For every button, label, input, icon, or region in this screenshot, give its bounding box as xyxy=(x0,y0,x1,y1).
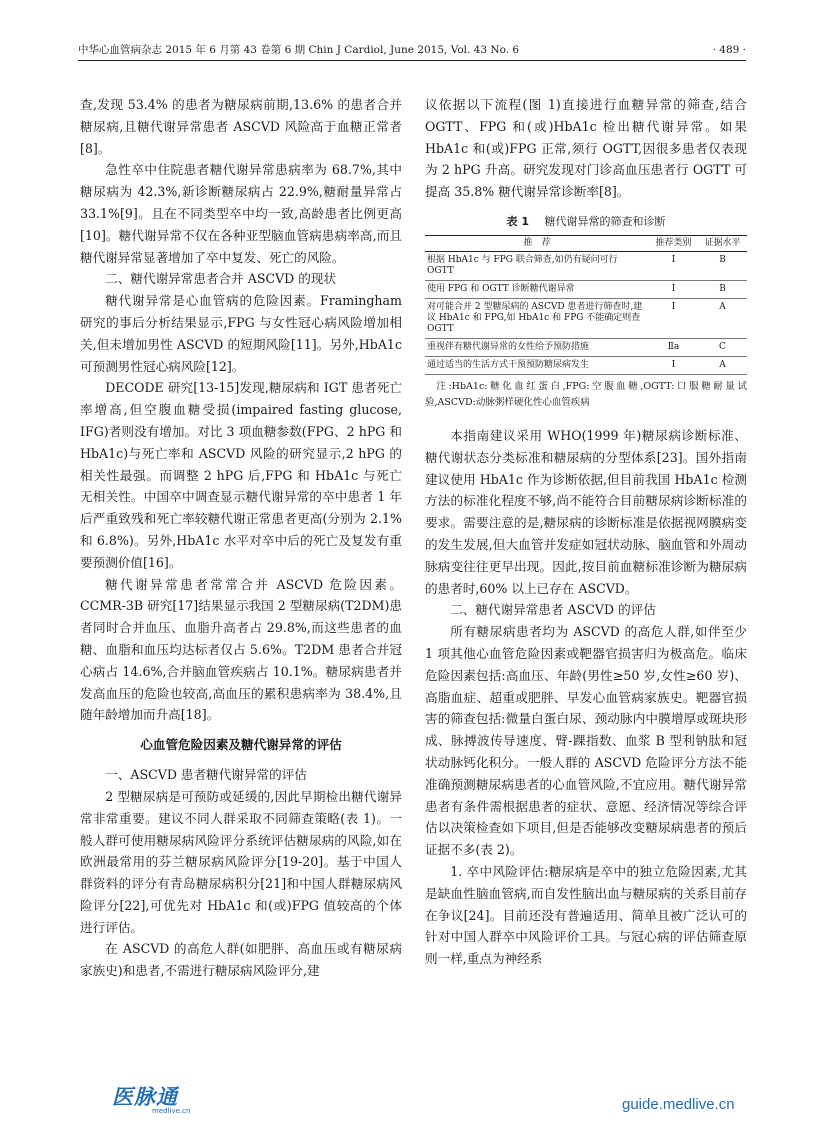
paragraph: DECODE 研究[13-15]发现,糖尿病和 IGT 患者死亡率增高,但空腹血糖受损(impaired fasting glucose, IFG)者则没有增加。对比 3 项血糖参数(FPG、2 hPG 和 HbA1c)与死亡率和 ASCVD 风险的研究显示,2 hPG 的相关性最强。而调整 2 hPG 后,FPG 和 HbA1c 与死亡无相关性。中国卒中调查显示糖代谢异常的卒中患者 1 年后严重致残和死亡率较糖代谢正常患者更高(分别为 2.1% 和 6.8%)。另外,HbA1c 水平对卒中后的死亡及复发有重要预测价值[16]。 xyxy=(80,380,402,570)
journal-citation: 中华心血管病杂志 2015 年 6 月第 43 卷第 6 期 Chin J Cardiol, June 2015, Vol. 43 No. 6 xyxy=(78,44,520,56)
table-number: 表 1 xyxy=(506,214,529,228)
row-class: Ⅱa xyxy=(649,338,698,356)
medlive-logo xyxy=(112,1086,222,1116)
screening-table xyxy=(425,235,747,375)
subsection-heading: 二、糖代谢异常患者 ASCVD 的评估 xyxy=(450,602,656,618)
row-class: Ⅰ xyxy=(649,356,698,374)
row-text: 通过适当的生活方式干预预防糖尿病发生 xyxy=(425,356,649,374)
subsection-heading: 一、ASCVD 患者糖代谢异常的评估 xyxy=(105,767,307,783)
table-header-row xyxy=(425,235,747,251)
left-column xyxy=(80,94,402,982)
row-text: 重视伴有糖代谢异常的女性给予预防措施 xyxy=(425,338,649,356)
logo-mark: 医脉通 xyxy=(112,1085,178,1109)
site-watermark: guide.medlive.cn xyxy=(622,1096,735,1113)
row-level: A xyxy=(698,356,747,374)
table-row xyxy=(425,298,747,338)
paragraph: 1. 卒中风险评估:糖尿病是卒中的独立危险因素,尤其是缺血性脑血管病,而自发性脑出血与糖尿病的关系目前存在争议[24]。目前还没有普遍适用、简单且被广泛认可的针对中国人群卒中风险评价工具。与冠心病的评估筛查原则一样,重点为神经系 xyxy=(425,863,747,967)
col-recommendation: 推 荐 xyxy=(425,235,649,251)
paragraph: 查,发现 53.4% 的患者为糖尿病前期,13.6% 的患者合并糖尿病,且糖代谢异常患者 ASCVD 风险高于血糖正常者[8]。 xyxy=(80,97,402,156)
page-number: · 489 · xyxy=(712,44,746,56)
paragraph: 所有糖尿病患者均为 ASCVD 的高危人群,如伴至少 1 项其他心血管危险因素或靶器官损害归为极高危。临床危险因素包括:高血压、年龄(男性≥50 岁,女性≥60 岁)、高脂血症、超重或肥胖、早发心血管病家族史。靶器官损害的筛查包括:微量白蛋白尿、颈动脉内中膜增厚或斑块形成、脉搏波传导速度、臂-踝指数、血浆 B 型利钠肽和冠状动脉钙化积分。一般人群的 ASCVD 危险评分方法不能准确预测糖尿病患者的心血管风险,不宜应用。糖代谢异常患者有条件需根据患者的症状、意愿、经济情况等综合评估以决策检查如下项目,但是否能够改变糖尿病患者的预后证据不多(表 2)。 xyxy=(425,624,747,858)
running-header xyxy=(78,40,746,61)
col-class: 推荐类别 xyxy=(649,235,698,251)
table-row xyxy=(425,280,747,298)
row-level: A xyxy=(698,298,747,338)
subsection-heading: 二、糖代谢异常患者合并 ASCVD 的现状 xyxy=(105,271,337,287)
paragraph: 议依据以下流程(图 1)直接进行血糖异常的筛查,结合 OGTT、FPG 和(或)HbA1c 检出糖代谢异常。如果 HbA1c 和(或)FPG 正常,须行 OGTT,因很多患者仅表现为 2 hPG 升高。研究发现对门诊高血压患者行 OGTT 可提高 35.8% 糖代谢异常诊断率[8]。 xyxy=(425,97,747,200)
paragraph: 糖代谢异常患者常常合并 ASCVD 危险因素。CCMR-3B 研究[17]结果显示我国 2 型糖尿病(T2DM)患者同时合并血压、血脂升高者占 29.8%,而这些患者的血糖、血脂和血压均达标者仅占 5.6%。T2DM 患者合并冠心病占 14.6%,合并脑血管疾病占 10.1%。糖尿病患者并发高血压的危险也较高,高血压的累积患病率为 38.4%,且随年龄增加而升高[18]。 xyxy=(80,576,402,723)
section-title: 心血管危险因素及糖代谢异常的评估 xyxy=(140,737,342,753)
row-text: 对可能合并 2 型糖尿病的 ASCVD 患者进行筛查时,建议 HbA1c 和 FPG,如 HbA1c 和 FPG 不能确定则查 OGTT xyxy=(425,298,649,338)
row-level: B xyxy=(698,251,747,280)
right-column xyxy=(425,94,747,970)
paragraph: 在 ASCVD 的高危人群(如肥胖、高血压或有糖尿病家族史)和患者,不需进行糖尿病风险评分,建 xyxy=(80,941,402,979)
table-note: 注:HbA1c:糖化血红蛋白,FPG:空腹血糖,OGTT:口服糖耐量试验,ASCVD:动脉粥样硬化性心血管疾病 xyxy=(425,380,747,408)
logo-subtitle: medlive.cn xyxy=(152,1107,191,1115)
table-row xyxy=(425,251,747,280)
table-title: 糖代谢异常的筛查和诊断 xyxy=(544,214,666,228)
col-level: 证据水平 xyxy=(698,235,747,251)
table-caption xyxy=(425,213,747,231)
paragraph: 本指南建议采用 WHO(1999 年)糖尿病诊断标准、糖代谢状态分类标准和糖尿病的分型体系[23]。国外指南建议使用 HbA1c 作为诊断依据,但目前我国 HbA1c 检测方法的标准化程度不够,尚不能符合目前糖尿病诊断标准的要求。需要注意的是,糖尿病的诊断标准是依据视网膜病变的发生发展,但大血管并发症如冠状动脉、脑血管和外周动脉病变往往更早出现。因此,按目前血糖标准诊断为糖尿病的患者时,60% 以上已存在 ASCVD。 xyxy=(425,427,747,596)
row-level: C xyxy=(698,338,747,356)
table-row xyxy=(425,338,747,356)
table-row xyxy=(425,356,747,374)
row-class: Ⅰ xyxy=(649,298,698,338)
paragraph: 糖代谢异常是心血管病的危险因素。Framingham 研究的事后分析结果显示,FPG 与女性冠心病风险增加相关,但未增加男性 ASCVD 的短期风险[11]。另外,HbA1c 可预测男性冠心病风险[12]。 xyxy=(80,293,402,374)
paragraph: 急性卒中住院患者糖代谢异常患病率为 68.7%,其中糖尿病为 42.3%,新诊断糖尿病占 22.9%,糖耐量异常占 33.1%[9]。且在不同类型卒中均一致,高龄患者比例更高[10]。糖代谢异常不仅在各种亚型脑血管病患病率高,而且糖代谢异常显著增加了卒中复发、死亡的风险。 xyxy=(80,162,402,265)
row-text: 根据 HbA1c 与 FPG 联合筛查,如仍有疑问可行 OGTT xyxy=(425,251,649,280)
paragraph: 2 型糖尿病是可预防或延缓的,因此早期检出糖代谢异常非常重要。建议不同人群采取不同筛查策略(表 1)。一般人群可使用糖尿病风险评分系统评估糖尿病的风险,如在欧洲最常用的芬兰糖尿病风险评分[19-20]。基于中国人群资料的评分有青岛糖尿病积分[21]和中国人群糖尿病风险评分[22],可优先对 HbA1c 和(或)FPG 值较高的个体进行评估。 xyxy=(80,788,402,935)
row-level: B xyxy=(698,280,747,298)
row-class: Ⅰ xyxy=(649,280,698,298)
row-text: 使用 FPG 和 OGTT 诊断糖代谢异常 xyxy=(425,280,649,298)
row-class: Ⅰ xyxy=(649,251,698,280)
